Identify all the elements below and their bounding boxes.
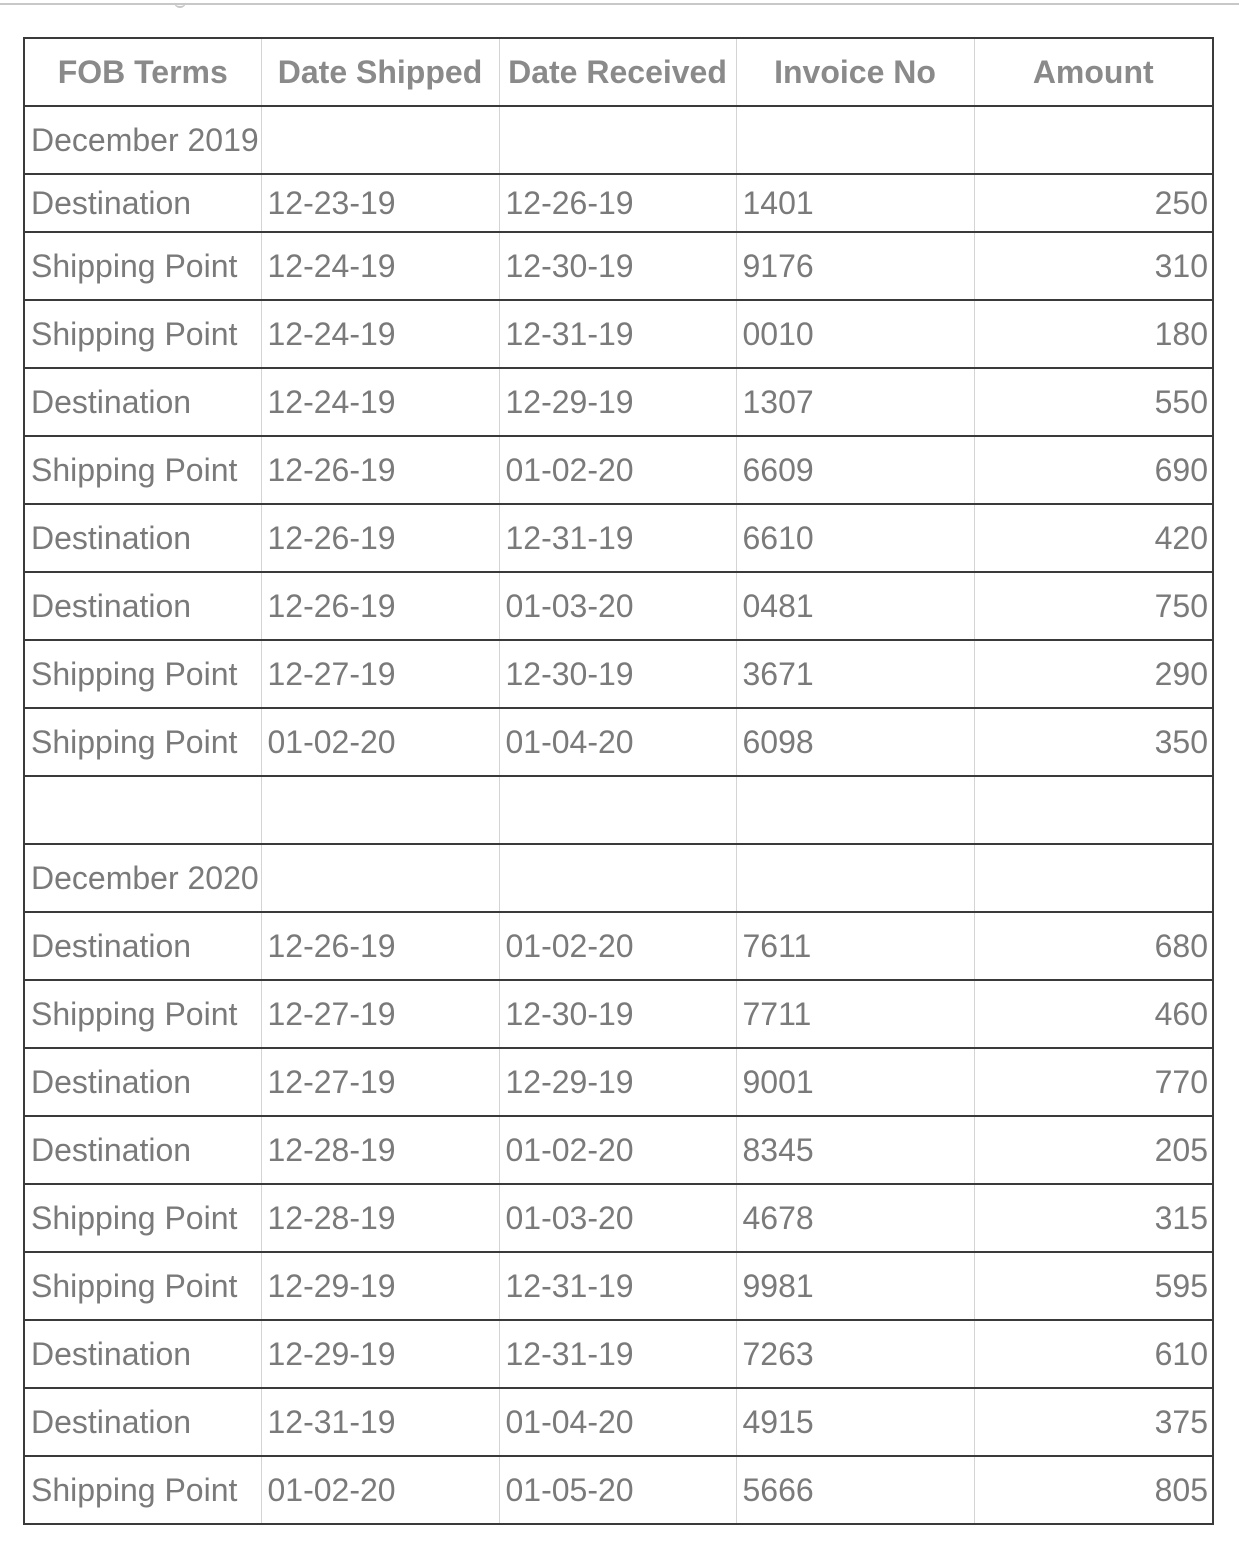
cell-invoice: 7711	[736, 980, 974, 1048]
table-row	[24, 1388, 1213, 1456]
spacer-row	[24, 776, 1213, 844]
cell-shipped: 12-27-19	[261, 1048, 499, 1116]
cell-invoice: 1401	[736, 174, 974, 232]
cell-received: 12-29-19	[499, 368, 736, 436]
table-header-row	[24, 38, 1213, 106]
cell-shipped: 12-24-19	[261, 368, 499, 436]
invoice-table	[23, 37, 1214, 1525]
cell-invoice: 6098	[736, 708, 974, 776]
cell-invoice: 0010	[736, 300, 974, 368]
cell-fob: Shipping Point	[24, 980, 261, 1048]
cell-received: 12-30-19	[499, 980, 736, 1048]
cell-received: 01-05-20	[499, 1456, 736, 1524]
empty-cell	[499, 776, 736, 844]
group-title-row	[24, 106, 1213, 174]
cell-amount: 290	[974, 640, 1213, 708]
cell-received: 01-03-20	[499, 572, 736, 640]
cell-fob: Destination	[24, 368, 261, 436]
empty-cell	[261, 106, 499, 174]
cell-amount: 680	[974, 912, 1213, 980]
cell-invoice: 9981	[736, 1252, 974, 1320]
cell-shipped: 12-27-19	[261, 640, 499, 708]
cell-fob: Shipping Point	[24, 708, 261, 776]
cell-received: 12-26-19	[499, 174, 736, 232]
table-row	[24, 980, 1213, 1048]
cell-invoice: 9176	[736, 232, 974, 300]
cell-amount: 250	[974, 174, 1213, 232]
cell-invoice: 7611	[736, 912, 974, 980]
group-title-row	[24, 844, 1213, 912]
cell-amount: 690	[974, 436, 1213, 504]
cell-invoice: 5666	[736, 1456, 974, 1524]
cell-shipped: 12-24-19	[261, 232, 499, 300]
cell-amount: 310	[974, 232, 1213, 300]
table-row	[24, 708, 1213, 776]
empty-cell	[499, 844, 736, 912]
header-fob-terms: FOB Terms	[24, 38, 261, 106]
cell-fob: Shipping Point	[24, 1252, 261, 1320]
cell-invoice: 9001	[736, 1048, 974, 1116]
cell-shipped: 01-02-20	[261, 1456, 499, 1524]
empty-cell	[736, 776, 974, 844]
cell-amount: 550	[974, 368, 1213, 436]
group-title: December 2020	[24, 844, 261, 912]
empty-cell	[736, 106, 974, 174]
cell-fob: Destination	[24, 1388, 261, 1456]
cell-fob: Shipping Point	[24, 436, 261, 504]
cell-shipped: 12-29-19	[261, 1252, 499, 1320]
cell-shipped: 12-26-19	[261, 912, 499, 980]
table-row	[24, 1456, 1213, 1524]
cell-shipped: 12-23-19	[261, 174, 499, 232]
table-row	[24, 1252, 1213, 1320]
cell-received: 12-31-19	[499, 504, 736, 572]
cell-invoice: 3671	[736, 640, 974, 708]
cell-amount: 595	[974, 1252, 1213, 1320]
cell-amount: 805	[974, 1456, 1213, 1524]
cell-received: 12-31-19	[499, 1320, 736, 1388]
header-date-received: Date Received	[499, 38, 736, 106]
cell-amount: 770	[974, 1048, 1213, 1116]
cell-shipped: 12-28-19	[261, 1116, 499, 1184]
cell-amount: 205	[974, 1116, 1213, 1184]
empty-cell	[974, 106, 1213, 174]
cell-fob: Shipping Point	[24, 300, 261, 368]
cell-fob: Destination	[24, 174, 261, 232]
cell-received: 12-29-19	[499, 1048, 736, 1116]
table-row	[24, 368, 1213, 436]
cell-fob: Destination	[24, 912, 261, 980]
empty-cell	[24, 776, 261, 844]
table-row	[24, 912, 1213, 980]
cell-received: 01-02-20	[499, 1116, 736, 1184]
cell-received: 01-04-20	[499, 1388, 736, 1456]
cell-received: 01-02-20	[499, 436, 736, 504]
cell-received: 01-02-20	[499, 912, 736, 980]
empty-cell	[736, 844, 974, 912]
empty-cell	[261, 844, 499, 912]
top-divider-mark	[174, 0, 186, 8]
empty-cell	[499, 106, 736, 174]
table-row	[24, 504, 1213, 572]
cell-received: 12-30-19	[499, 640, 736, 708]
cell-shipped: 12-27-19	[261, 980, 499, 1048]
table-row	[24, 300, 1213, 368]
cell-shipped: 01-02-20	[261, 708, 499, 776]
header-invoice-no: Invoice No	[736, 38, 974, 106]
cell-invoice: 1307	[736, 368, 974, 436]
cell-fob: Shipping Point	[24, 1456, 261, 1524]
cell-received: 12-30-19	[499, 232, 736, 300]
cell-received: 01-03-20	[499, 1184, 736, 1252]
table-row	[24, 1116, 1213, 1184]
cell-shipped: 12-31-19	[261, 1388, 499, 1456]
cell-shipped: 12-24-19	[261, 300, 499, 368]
cell-amount: 180	[974, 300, 1213, 368]
table-row	[24, 1048, 1213, 1116]
empty-cell	[974, 776, 1213, 844]
table-row	[24, 436, 1213, 504]
table-row	[24, 572, 1213, 640]
cell-amount: 350	[974, 708, 1213, 776]
table-row	[24, 1184, 1213, 1252]
cell-fob: Destination	[24, 572, 261, 640]
header-amount: Amount	[974, 38, 1213, 106]
cell-shipped: 12-26-19	[261, 572, 499, 640]
cell-invoice: 0481	[736, 572, 974, 640]
header-date-shipped: Date Shipped	[261, 38, 499, 106]
table-row	[24, 174, 1213, 232]
cell-shipped: 12-28-19	[261, 1184, 499, 1252]
cell-fob: Shipping Point	[24, 640, 261, 708]
cell-shipped: 12-26-19	[261, 504, 499, 572]
cell-received: 12-31-19	[499, 1252, 736, 1320]
cell-invoice: 6609	[736, 436, 974, 504]
cell-invoice: 7263	[736, 1320, 974, 1388]
cell-shipped: 12-26-19	[261, 436, 499, 504]
empty-cell	[261, 776, 499, 844]
empty-cell	[974, 844, 1213, 912]
cell-amount: 420	[974, 504, 1213, 572]
cell-invoice: 6610	[736, 504, 974, 572]
cell-amount: 610	[974, 1320, 1213, 1388]
cell-amount: 375	[974, 1388, 1213, 1456]
cell-fob: Destination	[24, 1320, 261, 1388]
table-body	[24, 106, 1213, 1524]
cell-fob: Destination	[24, 504, 261, 572]
cell-fob: Shipping Point	[24, 232, 261, 300]
table-row	[24, 640, 1213, 708]
cell-shipped: 12-29-19	[261, 1320, 499, 1388]
cell-received: 12-31-19	[499, 300, 736, 368]
cell-amount: 750	[974, 572, 1213, 640]
cell-fob: Destination	[24, 1048, 261, 1116]
group-title: December 2019	[24, 106, 261, 174]
cell-fob: Destination	[24, 1116, 261, 1184]
table-row	[24, 1320, 1213, 1388]
cell-fob: Shipping Point	[24, 1184, 261, 1252]
table-row	[24, 232, 1213, 300]
cell-invoice: 8345	[736, 1116, 974, 1184]
cell-amount: 460	[974, 980, 1213, 1048]
cell-amount: 315	[974, 1184, 1213, 1252]
cell-received: 01-04-20	[499, 708, 736, 776]
cell-invoice: 4915	[736, 1388, 974, 1456]
cell-invoice: 4678	[736, 1184, 974, 1252]
